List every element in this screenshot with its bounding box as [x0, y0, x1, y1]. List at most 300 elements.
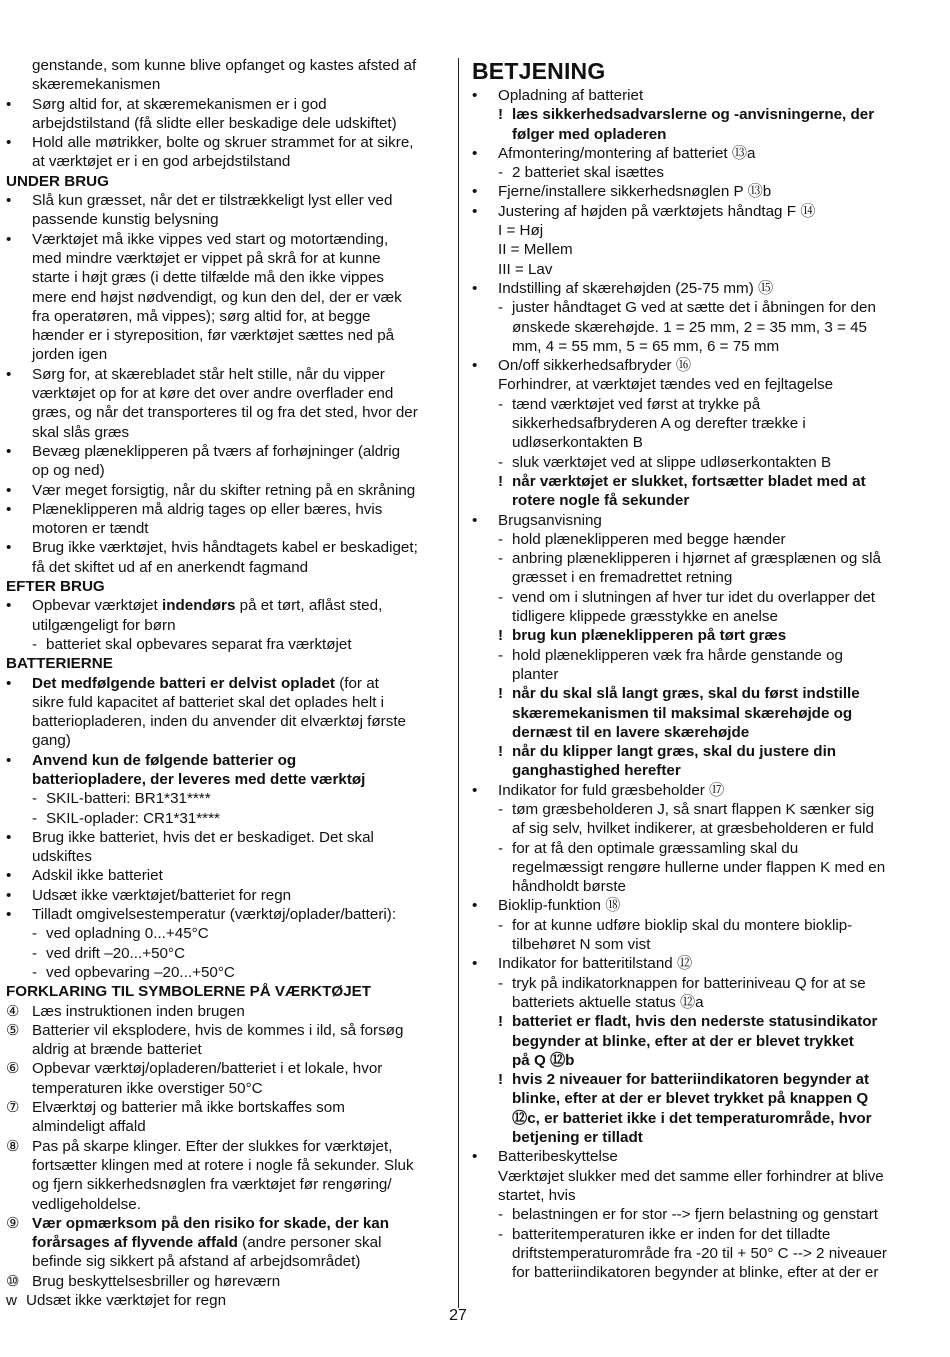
list-item — [472, 896, 916, 915]
left-column — [6, 56, 444, 1310]
text-line — [472, 414, 916, 433]
list-marker: w — [6, 1292, 17, 1309]
list-marker: - — [498, 800, 504, 818]
list-marker: ! — [498, 743, 504, 761]
line-bold-text: forårsages af flyvende affald — [32, 1234, 238, 1252]
heading-text: BATTERIERNE — [6, 655, 113, 673]
text-line — [472, 318, 916, 337]
bullet-icon: • — [6, 886, 12, 904]
line-text: Plæneklipperen må aldrig tages op eller bæres, hvis — [32, 500, 383, 518]
list-marker: - — [32, 790, 38, 808]
list-item — [472, 1205, 916, 1224]
line-text: Batteribeskyttelse — [498, 1148, 618, 1166]
list-item — [472, 646, 916, 665]
text-line — [472, 607, 916, 626]
list-marker: - — [32, 944, 38, 962]
line-bold-text: Vær opmærksom på den risiko for skade, der kan — [32, 1214, 390, 1232]
line-bold-text: Det medfølgende batteri er delvist opladet — [32, 674, 335, 692]
line-text: hold plæneklipperen væk fra hårde genstande og — [512, 646, 843, 664]
text-line — [472, 1128, 916, 1147]
list-marker: - — [498, 453, 504, 471]
line-text: mere end højst nødvendigt, og kun den del, der er væk — [32, 288, 402, 306]
list-marker: ! — [498, 685, 504, 703]
bullet-icon: • — [472, 781, 478, 799]
line-text: ved opladning 0...+45°C — [46, 925, 209, 943]
line-text: almindeligt affald — [32, 1118, 146, 1136]
list-marker: - — [32, 925, 38, 943]
list-item — [6, 828, 444, 847]
list-marker: - — [498, 1225, 504, 1243]
list-item — [472, 472, 916, 491]
line-text: SKIL-batteri: BR1*31**** — [46, 790, 211, 808]
line-text: udskiftes — [32, 848, 92, 866]
list-item — [6, 1021, 444, 1040]
text-line — [472, 1244, 916, 1263]
list-marker: - — [498, 974, 504, 992]
line-text: SKIL-oplader: CR1*31**** — [46, 809, 220, 827]
line-text: driftstemperaturområde fra -20 til + 50° C --> 2 niveauer — [512, 1244, 887, 1262]
text-line — [6, 731, 444, 750]
text-line — [6, 288, 444, 307]
line-text: batteriets aktuelle status ⑫a — [512, 993, 704, 1011]
list-marker: ⑩ — [6, 1272, 20, 1290]
line-text: juster håndtaget G ved at sætte det i åbningen for den — [512, 299, 876, 317]
heading-text: UNDER BRUG — [6, 172, 109, 190]
list-item — [6, 924, 444, 943]
text-line — [472, 1109, 916, 1128]
line-text: Vær meget forsigtig, når du skifter retning på en skråning — [32, 481, 416, 499]
list-item — [472, 626, 916, 645]
list-marker: ⑥ — [6, 1060, 20, 1078]
line-text: græsset i en fremadrettet retning — [512, 569, 733, 587]
line-text: passende kunstig belysning — [32, 211, 219, 229]
bullet-icon: • — [6, 751, 12, 769]
text-line — [6, 1079, 444, 1098]
text-line — [6, 770, 444, 789]
list-item — [472, 356, 916, 375]
line-text: aldrig at brænde batteriet — [32, 1041, 202, 1059]
section-heading — [6, 577, 444, 596]
text-line — [6, 268, 444, 287]
text-line — [6, 558, 444, 577]
line-text: Opbevar værktøj/opladeren/batteriet i et lokale, hvor — [32, 1060, 383, 1078]
bullet-icon: • — [6, 674, 12, 692]
list-item — [6, 1059, 444, 1078]
line-text: temperaturen ikke overstiger 50°C — [32, 1079, 263, 1097]
line-text: hold plæneklipperen med begge hænder — [512, 530, 786, 548]
list-marker: ⑦ — [6, 1099, 20, 1117]
line-text: Adskil ikke batteriet — [32, 867, 163, 885]
line-text-after: (for at — [334, 674, 379, 692]
line-text: batteriopladere, der leveres med dette værktøj — [32, 770, 366, 788]
list-marker: - — [32, 635, 38, 653]
line-bold-text: når du skal slå langt græs, skal du først indstille — [512, 685, 860, 703]
text-line — [472, 665, 916, 684]
bullet-icon: • — [6, 867, 12, 885]
line-text: håndholdt børste — [512, 878, 626, 896]
line-text: startet, hvis — [498, 1186, 576, 1204]
line-text: gang) — [32, 732, 71, 750]
text-line — [472, 1186, 916, 1205]
text-line — [6, 345, 444, 364]
line-text: Bevæg plæneklipperen på tværs af forhøjninger (aldrig — [32, 442, 401, 460]
line-bold-text: indendørs — [161, 597, 236, 615]
list-item — [6, 481, 444, 500]
line-text: belastningen er for stor --> fjern belastning og genstart — [512, 1206, 878, 1224]
bullet-icon: • — [6, 539, 12, 557]
list-marker: ⑧ — [6, 1137, 20, 1155]
list-item — [472, 684, 916, 703]
line-text: On/off sikkerhedsafbryder ⑯ — [498, 357, 692, 375]
bullet-icon: • — [472, 87, 478, 104]
heading-text: EFTER BRUG — [6, 578, 105, 596]
line-text: Justering af højden på værktøjets håndtag F ⑭ — [498, 202, 816, 220]
list-item — [6, 1214, 444, 1233]
text-line — [6, 326, 444, 345]
line-text: batteritemperaturen ikke er inden for det tilladte — [512, 1225, 831, 1243]
list-item — [472, 588, 916, 607]
list-marker: ! — [498, 627, 504, 645]
line-text: sikkerhedsafbryderen A og derefter trække i — [512, 415, 806, 433]
text-line — [472, 491, 916, 510]
text-line — [6, 1233, 444, 1252]
list-item — [472, 742, 916, 761]
list-item — [6, 635, 444, 654]
line-text: vend om i slutningen af hver tur idet du overlapper det — [512, 588, 876, 606]
line-text: Brugsanvisning — [498, 511, 602, 529]
bullet-icon: • — [6, 597, 12, 615]
line-text: utilgængeligt for børn — [32, 616, 176, 634]
line-text: tøm græsbeholderen J, så snart flappen K sænker sig — [512, 800, 875, 818]
line-text: Brug ikke batteriet, hvis det er beskadiget. Det skal — [32, 828, 374, 846]
column-divider — [458, 58, 459, 1308]
line-text: Slå kun græsset, når det er tilstrækkeligt lyst eller ved — [32, 192, 393, 210]
line-text: Indikator for fuld græsbeholder ⑰ — [498, 781, 725, 799]
text-line — [472, 1032, 916, 1051]
line-text: skæremekanismen — [32, 76, 161, 94]
list-item — [472, 954, 916, 973]
text-line — [6, 1156, 444, 1175]
line-text: II = Mellem — [498, 241, 573, 259]
list-item — [6, 596, 444, 615]
line-text: Sørg altid for, at skæremekanismen er i god — [32, 95, 327, 113]
line-text: for at få den optimale græssamling skal du — [512, 839, 799, 857]
line-text: Opladning af batteriet — [498, 87, 644, 104]
bullet-icon: • — [6, 500, 12, 518]
list-marker: - — [32, 809, 38, 827]
text-line — [6, 210, 444, 229]
line-text: Værktøjet må ikke vippes ved start og motortænding, — [32, 230, 389, 248]
line-text: Udsæt ikke værktøjet/batteriet for regn — [32, 886, 292, 904]
line-text: sluk værktøjet ved at slippe udløserkontakten B — [512, 453, 832, 471]
section-heading — [6, 172, 444, 191]
page-number: 27 — [449, 1307, 467, 1324]
text-line — [472, 221, 916, 240]
line-bold-text: batteriet er fladt, hvis den nederste statusindikator — [512, 1013, 878, 1031]
bullet-icon: • — [472, 144, 478, 162]
text-line — [6, 1117, 444, 1136]
bullet-icon: • — [6, 134, 12, 152]
list-item — [472, 916, 916, 935]
line-text: få det skiftet ud af en anerkendt fagmand — [32, 558, 309, 576]
text-line — [6, 693, 444, 712]
line-bold-text: Anvend kun de følgende batterier og — [32, 751, 297, 769]
list-marker: - — [498, 164, 504, 182]
list-item — [472, 279, 916, 298]
line-text: følger med opladeren — [512, 125, 667, 143]
line-text: ganghastighed herefter — [512, 762, 681, 780]
list-item — [6, 809, 444, 828]
list-item — [472, 163, 916, 182]
text-line — [6, 307, 444, 326]
list-item — [6, 1137, 444, 1156]
list-item — [6, 1002, 444, 1021]
line-text: I = Høj — [498, 222, 544, 240]
line-text: tidligere klippede græsstykke en anelse — [512, 608, 778, 626]
text-line — [472, 1051, 916, 1070]
bullet-icon: • — [472, 202, 478, 220]
list-item — [6, 866, 444, 885]
text-line — [6, 1040, 444, 1059]
line-text: græs, og når det transporteres til og fra det sted, hvor der — [32, 404, 418, 422]
line-text: Indstilling af skærehøjden (25-75 mm) ⑮ — [498, 279, 774, 297]
text-line — [472, 568, 916, 587]
line-text: mm, 4 = 55 mm, 5 = 65 mm, 6 = 75 mm — [512, 337, 780, 355]
list-item — [6, 944, 444, 963]
text-line — [6, 616, 444, 635]
line-text: rotere nogle få sekunder — [512, 492, 690, 510]
line-text: Afmontering/montering af batteriet ⑬a — [498, 144, 756, 162]
line-bold-text: når værktøjet er slukket, fortsætter bladet med at — [512, 472, 866, 490]
list-item — [472, 839, 916, 858]
text-line — [6, 152, 444, 171]
line-text: Bioklip-funktion ⑱ — [498, 897, 621, 915]
list-marker: ! — [498, 106, 504, 124]
line-text: begynder at blinke, efter at der er blevet trykket — [512, 1032, 854, 1050]
text-line — [472, 877, 916, 896]
list-marker: ! — [498, 472, 504, 490]
list-marker: - — [498, 299, 504, 317]
line-text: Batterier vil eksplodere, hvis de kommes i ild, så forsøg — [32, 1021, 404, 1039]
line-text-after: (andre personer skal — [237, 1234, 382, 1252]
line-text: tryk på indikatorknappen for batteriniveau Q for at se — [512, 974, 866, 992]
bullet-icon: • — [472, 279, 478, 297]
list-marker: ! — [498, 1071, 504, 1089]
line-bold-text: hvis 2 niveauer for batteriindikatoren begynder at — [512, 1071, 870, 1089]
text-line — [6, 56, 444, 75]
text-line — [472, 1263, 916, 1282]
text-line — [472, 723, 916, 742]
list-item — [6, 133, 444, 152]
line-text: ved opbevaring –20...+50°C — [46, 963, 235, 981]
line-text: op og ned) — [32, 462, 105, 480]
list-marker: ⑤ — [6, 1021, 20, 1039]
line-text: Elværktøj og batterier må ikke bortskaffes som — [32, 1099, 345, 1117]
bullet-icon: • — [472, 955, 478, 973]
text-line — [6, 1252, 444, 1271]
text-line — [6, 249, 444, 268]
list-item — [472, 511, 916, 530]
list-item — [472, 549, 916, 568]
list-item — [6, 442, 444, 461]
list-marker: - — [498, 395, 504, 413]
list-item — [472, 1012, 916, 1031]
line-text: 2 batteriet skal isættes — [512, 164, 664, 182]
line-text: fortsætter klingen med at rotere i nogle få sekunder. Sluk — [32, 1156, 414, 1174]
line-bold-text: læs sikkerhedsadvarslerne og -anvisningerne, der — [512, 106, 875, 124]
text-line — [472, 1167, 916, 1186]
line-text: Udsæt ikke værktøjet for regn — [26, 1292, 227, 1309]
list-item — [6, 789, 444, 808]
list-marker: - — [498, 530, 504, 548]
text-line — [472, 337, 916, 356]
section-title-betjening: BETJENING — [472, 58, 606, 84]
text-line — [6, 114, 444, 133]
section-heading — [6, 654, 444, 673]
line-text: planter — [512, 665, 559, 683]
line-text: batteriet skal opbevares separat fra værktøjet — [46, 635, 352, 653]
line-text: udløserkontakten B — [512, 434, 643, 452]
text-line — [472, 375, 916, 394]
line-text: med mindre værktøjet er vippet på skrå for at kunne — [32, 249, 381, 267]
text-line — [472, 819, 916, 838]
line-text: dernæst til en lavere skærehøjde — [512, 723, 750, 741]
line-text: skal slås græs — [32, 423, 130, 441]
bullet-icon: • — [472, 357, 478, 375]
list-marker: - — [498, 550, 504, 568]
line-text: af sig selv, hvilket indikerer, at græsbeholderen er fuld — [512, 820, 874, 838]
list-item — [472, 530, 916, 549]
heading-text: FORKLARING TIL SYMBOLERNE PÅ VÆRKTØJET — [6, 983, 372, 1001]
line-text: værktøjet op for at køre det over andre overflader end — [32, 385, 394, 403]
line-text: sikre fuld kapacitet af batteriet skal det oplades helt i — [32, 693, 385, 711]
line-text: anbring plæneklipperen i hjørnet af græsplænen og slå — [512, 550, 881, 568]
line-text: Værktøjet slukker med det samme eller forhindrer at blive — [498, 1167, 884, 1185]
line-text: Læs instruktionen inden brugen — [32, 1002, 245, 1020]
list-marker: ④ — [6, 1002, 20, 1020]
line-text: tilbehøret N som vist — [512, 936, 651, 954]
list-item — [6, 230, 444, 249]
line-text: motoren er tændt — [32, 520, 149, 538]
list-item — [472, 86, 916, 105]
text-line — [6, 461, 444, 480]
line-text: blinke, efter at der er blevet trykket på knappen Q — [512, 1090, 869, 1108]
bullet-icon: • — [6, 906, 12, 924]
line-text: Hold alle møtrikker, bolte og skruer strammet for at sikre, — [32, 134, 414, 152]
text-line — [472, 993, 916, 1012]
list-item — [472, 298, 916, 317]
list-marker: - — [498, 916, 504, 934]
bullet-icon: • — [6, 192, 12, 210]
bullet-icon: • — [472, 511, 478, 529]
line-bold-text: brug kun plæneklipperen på tørt græs — [512, 627, 787, 645]
line-text: hænder er i styreposition, før værktøjet sættes ned på — [32, 327, 395, 345]
line-text: Brug ikke værktøjet, hvis håndtagets kabel er beskadiget; — [32, 539, 418, 557]
text-line — [472, 125, 916, 144]
list-item — [6, 1098, 444, 1117]
line-text: ønskede skærehøjde. 1 = 25 mm, 2 = 35 mm, 3 = 45 — [512, 318, 867, 336]
text-line — [6, 519, 444, 538]
line-text: starte i højt græs (i dette tilfælde må den ikke vippes — [32, 269, 384, 287]
line-text: på Q ⑫b — [512, 1051, 575, 1069]
list-marker: - — [32, 963, 38, 981]
line-text: skæremekanismen til maksimal skærehøjde og — [512, 704, 853, 722]
line-text: fra operatøren, må vippes); sørg altid for, at begge — [32, 307, 371, 325]
list-item — [6, 963, 444, 982]
line-text: arbejdstilstand (få slidte eller beskadige dele udskiftet) — [32, 114, 397, 132]
bullet-icon: • — [6, 230, 12, 248]
text-line — [6, 712, 444, 731]
line-text: regelmæssigt rengøre hullerne under flappen K med en — [512, 858, 886, 876]
bullet-icon: • — [472, 1148, 478, 1166]
line-text: for batteriindikatoren begynder at blinke, efter at der er — [512, 1264, 879, 1282]
list-marker: - — [498, 588, 504, 606]
line-text: III = Lav — [498, 260, 553, 278]
list-marker: ⑨ — [6, 1214, 20, 1232]
text-line — [6, 403, 444, 422]
line-text: betjening er tilladt — [512, 1129, 643, 1147]
list-marker: ! — [498, 1013, 504, 1031]
bullet-icon: • — [6, 828, 12, 846]
list-marker: - — [498, 646, 504, 664]
text-line — [6, 75, 444, 94]
list-item — [472, 974, 916, 993]
list-item — [6, 674, 444, 693]
line-text: Opbevar værktøjet — [32, 597, 162, 615]
list-item — [6, 365, 444, 384]
bullet-icon: • — [6, 442, 12, 460]
list-item — [472, 105, 916, 124]
text-line — [472, 935, 916, 954]
right-column — [472, 56, 916, 1282]
list-item — [472, 800, 916, 819]
list-item — [472, 1225, 916, 1244]
line-text: Forhindrer, at værktøjet tændes ved en fejltagelse — [498, 376, 834, 394]
section-heading — [6, 982, 444, 1001]
list-item — [472, 182, 916, 201]
text-line — [6, 1195, 444, 1214]
text-line — [6, 847, 444, 866]
list-item — [6, 500, 444, 519]
bullet-icon: • — [472, 183, 478, 201]
line-text: Pas på skarpe klinger. Efter der slukkes for værktøjet, — [32, 1137, 393, 1155]
line-text: for at kunne udføre bioklip skal du montere bioklip- — [512, 916, 853, 934]
list-item — [6, 751, 444, 770]
text-line — [472, 240, 916, 259]
line-bold-text: når du klipper langt græs, skal du justere din — [512, 743, 837, 761]
line-text: og fjern sikkerhedsnøglen fra værktøjet før rengøring/ — [32, 1176, 392, 1194]
line-text: at værktøjet er i en god arbejdstilstand — [32, 153, 291, 171]
list-marker: - — [498, 839, 504, 857]
line-text: ved drift –20...+50°C — [46, 944, 186, 962]
list-marker: - — [498, 1206, 504, 1224]
bullet-icon: • — [6, 365, 12, 383]
list-item — [6, 886, 444, 905]
list-item — [472, 202, 916, 221]
list-item — [472, 781, 916, 800]
list-item — [472, 395, 916, 414]
line-text: jorden igen — [32, 346, 108, 364]
line-text: vedligeholdelse. — [32, 1195, 141, 1213]
bullet-icon: • — [6, 95, 12, 113]
list-item — [6, 95, 444, 114]
bullet-icon: • — [472, 897, 478, 915]
line-text: Sørg for, at skærebladet står helt stille, når du vipper — [32, 365, 385, 383]
list-item — [472, 453, 916, 472]
list-item — [6, 1272, 444, 1291]
line-text: genstande, som kunne blive opfanget og kastes afsted af — [32, 57, 417, 74]
text-line — [472, 260, 916, 279]
